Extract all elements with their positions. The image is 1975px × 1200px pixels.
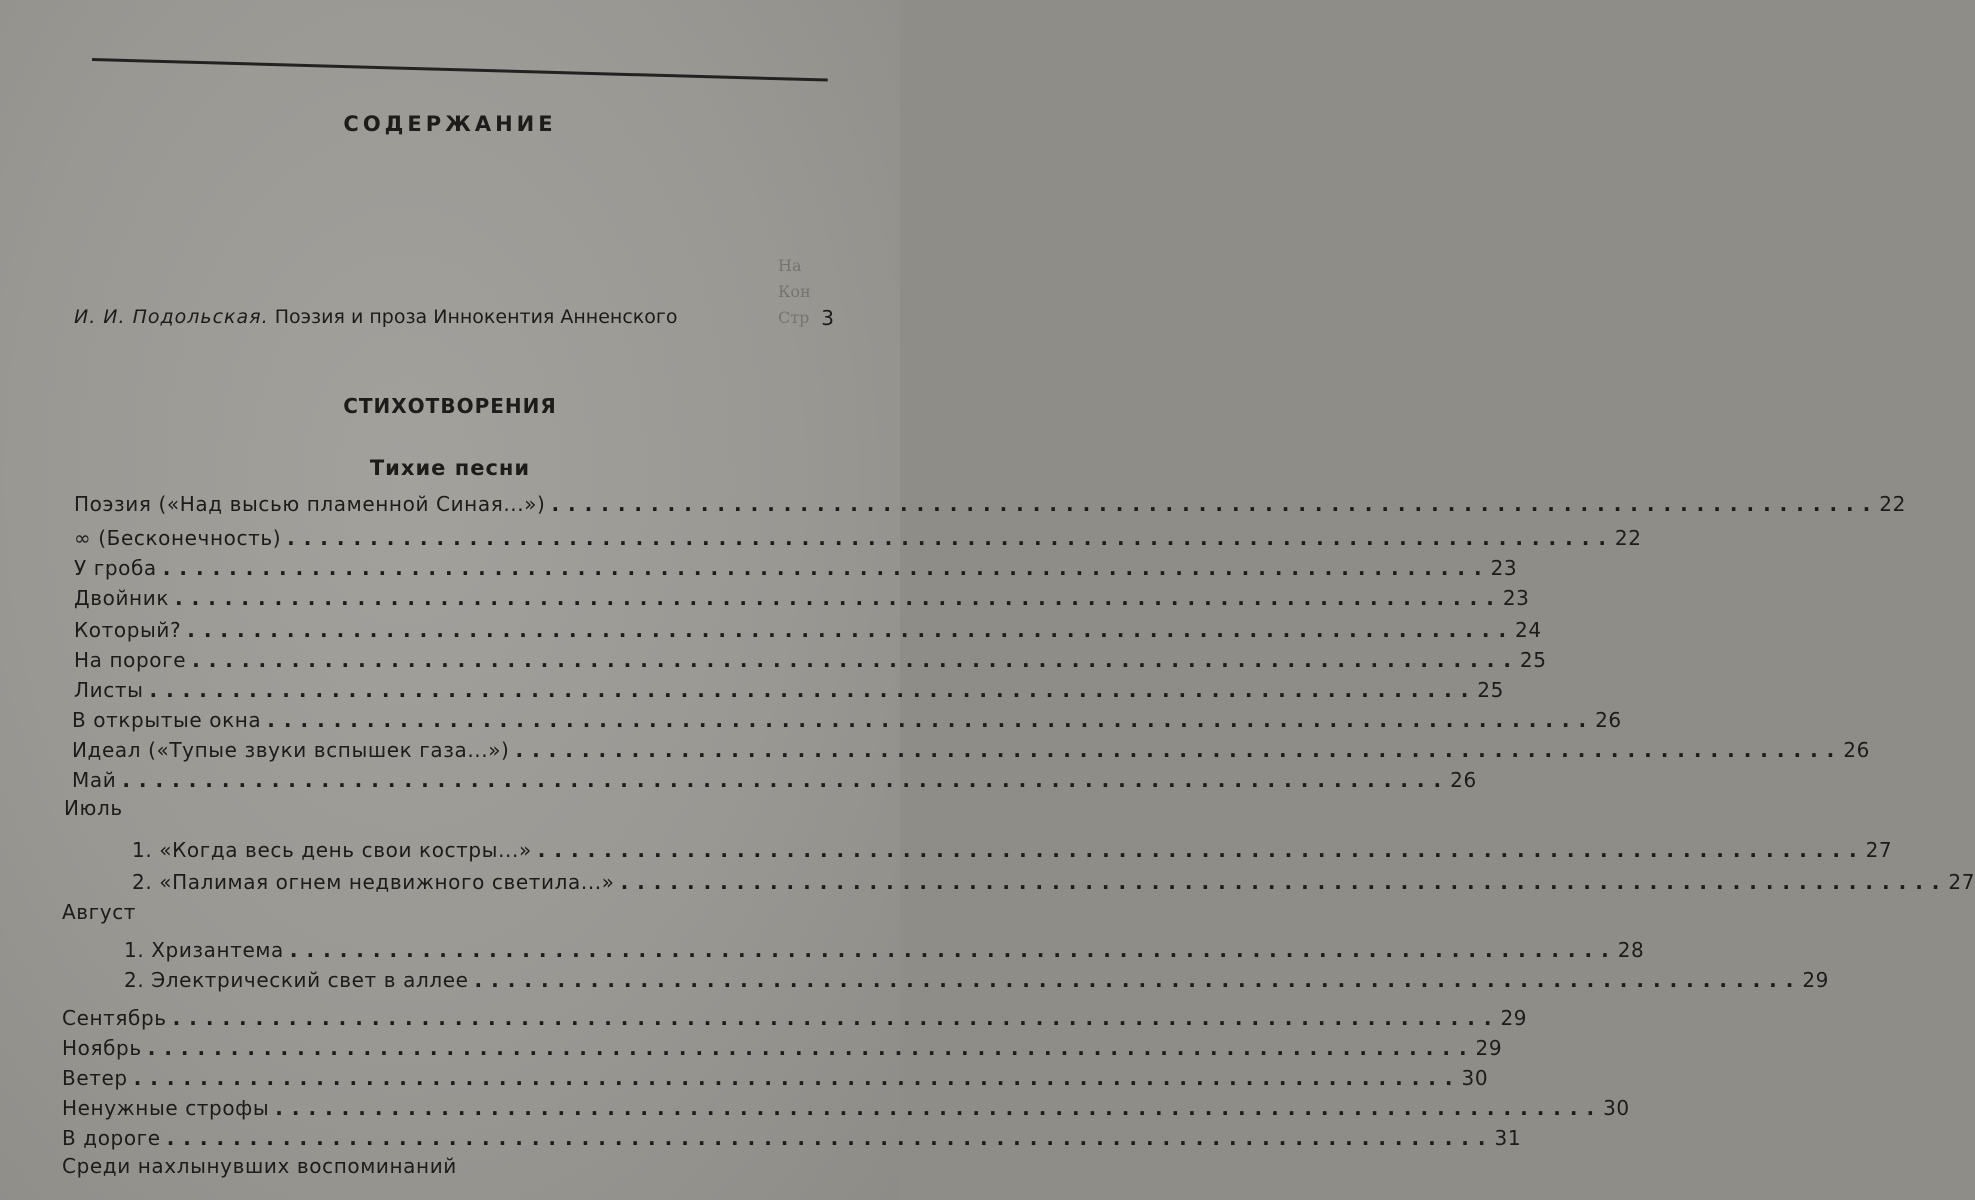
toc-entry xyxy=(62,1096,1630,1120)
leader-dots: ................................................................................ xyxy=(147,1036,1476,1060)
toc-group-heading: Среди нахлынувших воспоминаний xyxy=(62,1154,457,1178)
toc-entry-title: 1. Хризантема xyxy=(124,938,284,962)
toc-entry-title: Ненужные строфы xyxy=(62,1096,270,1120)
toc-page-number: 26 xyxy=(1450,768,1477,792)
bleed-through-text: Кон xyxy=(778,282,811,301)
toc-page-number: 27 xyxy=(1948,870,1975,894)
toc-entry-title: На пороге xyxy=(74,648,187,672)
toc-entry-title: Ноябрь xyxy=(62,1036,142,1060)
toc-entry-title: В открытые окна xyxy=(72,708,262,732)
leader-dots: ................................................................................ xyxy=(287,526,1615,550)
toc-entry xyxy=(74,526,1642,550)
subsection-heading: Тихие песни xyxy=(369,456,531,480)
section-heading: СТИХОТВОРЕНИЯ xyxy=(343,394,557,418)
toc-page-number: 23 xyxy=(1490,556,1518,580)
toc-entry xyxy=(124,968,1830,992)
intro-title: Поэзия и проза Иннокентия Анненского xyxy=(274,306,678,328)
toc-page-number: 28 xyxy=(1617,938,1645,962)
toc-page-number: 26 xyxy=(1595,708,1622,732)
toc-page-number: 22 xyxy=(1614,526,1642,550)
toc-entry-title: Ветер xyxy=(62,1066,128,1090)
toc-entry xyxy=(62,1126,1522,1150)
toc-entry xyxy=(62,1066,1489,1090)
leader-dots: ................................................................................ xyxy=(267,708,1596,732)
leader-dots: ................................................................................ xyxy=(515,738,1844,762)
toc-entry-title: Сентябрь xyxy=(62,1006,167,1030)
leader-dots: ................................................................................ xyxy=(192,648,1520,672)
leader-dots: ................................................................................ xyxy=(172,1006,1501,1030)
toc-page-number: 29 xyxy=(1475,1036,1503,1060)
toc-page-number: 29 xyxy=(1802,968,1830,992)
toc-entry-title: 2. Электрический свет в аллее xyxy=(124,968,469,992)
intro-author: И. И. Подольская. xyxy=(74,306,269,328)
toc-page-number: 30 xyxy=(1603,1096,1630,1120)
toc-entry-title: Листы xyxy=(74,678,144,702)
leader-dots: ................................................................................ xyxy=(537,838,1866,862)
leader-dots: ................................................................................ xyxy=(474,968,1803,992)
toc-entry-title: ∞ (Бесконечность) xyxy=(74,526,282,550)
toc-page-number: 22 xyxy=(1879,492,1906,516)
toc-entry xyxy=(132,838,1893,862)
toc-entry xyxy=(74,678,1504,702)
toc-entry xyxy=(72,738,1870,762)
toc-entry xyxy=(74,648,1547,672)
bleed-through-text: Ha xyxy=(778,256,802,275)
toc-entry-title: 2. «Палимая огнем недвижного светила...» xyxy=(132,870,615,894)
toc-entry xyxy=(74,618,1542,642)
toc-group-heading: Июль xyxy=(64,796,123,820)
toc-page-number: 27 xyxy=(1865,838,1893,862)
leader-dots: ................................................................................ xyxy=(133,1066,1462,1090)
toc-page-number: 23 xyxy=(1502,586,1530,610)
toc-entry xyxy=(132,870,1975,894)
leader-dots: ................................................................................ xyxy=(166,1126,1495,1150)
toc-entry-title: Поэзия («Над высью пламенной Синая...») xyxy=(74,492,546,516)
page-title: СОДЕРЖАНИЕ xyxy=(343,112,557,136)
toc-entry-title: Который? xyxy=(74,618,182,642)
toc-entry xyxy=(74,556,1518,580)
leader-dots: ................................................................................ xyxy=(289,938,1618,962)
toc-entry-title: В дороге xyxy=(62,1126,161,1150)
toc-entry xyxy=(62,1006,1528,1030)
leader-dots: ................................................................................ xyxy=(175,586,1503,610)
leader-dots: ................................................................................ xyxy=(149,678,1478,702)
leader-dots: ................................................................................ xyxy=(551,492,1880,516)
leader-dots: ................................................................................ xyxy=(162,556,1491,580)
toc-entry xyxy=(72,708,1622,732)
toc-page-number: 30 xyxy=(1461,1066,1489,1090)
toc-page-number: 25 xyxy=(1477,678,1504,702)
toc-entry-title: Двойник xyxy=(74,586,170,610)
intro-page-number: 3 xyxy=(821,306,834,330)
leader-dots: ................................................................................ xyxy=(187,618,1516,642)
leader-dots: ................................................................................ xyxy=(122,768,1451,792)
toc-entry-title: 1. «Когда весь день свои костры...» xyxy=(132,838,532,862)
bleed-through-text: Стр xyxy=(778,308,810,327)
toc-page-number: 24 xyxy=(1515,618,1542,642)
toc-entry-title: У гроба xyxy=(74,556,157,580)
leader-dots: ................................................................................ xyxy=(620,870,1949,894)
toc-entry xyxy=(124,938,1645,962)
toc-entry-title: Май xyxy=(72,768,117,792)
toc-entry xyxy=(74,492,1906,516)
toc-page-number: 26 xyxy=(1843,738,1870,762)
toc-entry-title: Идеал («Тупые звуки вспышек газа...») xyxy=(72,738,510,762)
toc-entry xyxy=(74,586,1530,610)
toc-entry xyxy=(72,768,1477,792)
toc-page-number: 31 xyxy=(1494,1126,1522,1150)
toc-page-number: 25 xyxy=(1519,648,1547,672)
toc-page-number: 29 xyxy=(1500,1006,1528,1030)
toc-group-heading: Август xyxy=(62,900,137,924)
leader-dots: ................................................................................ xyxy=(275,1096,1604,1120)
toc-entry xyxy=(62,1036,1503,1060)
